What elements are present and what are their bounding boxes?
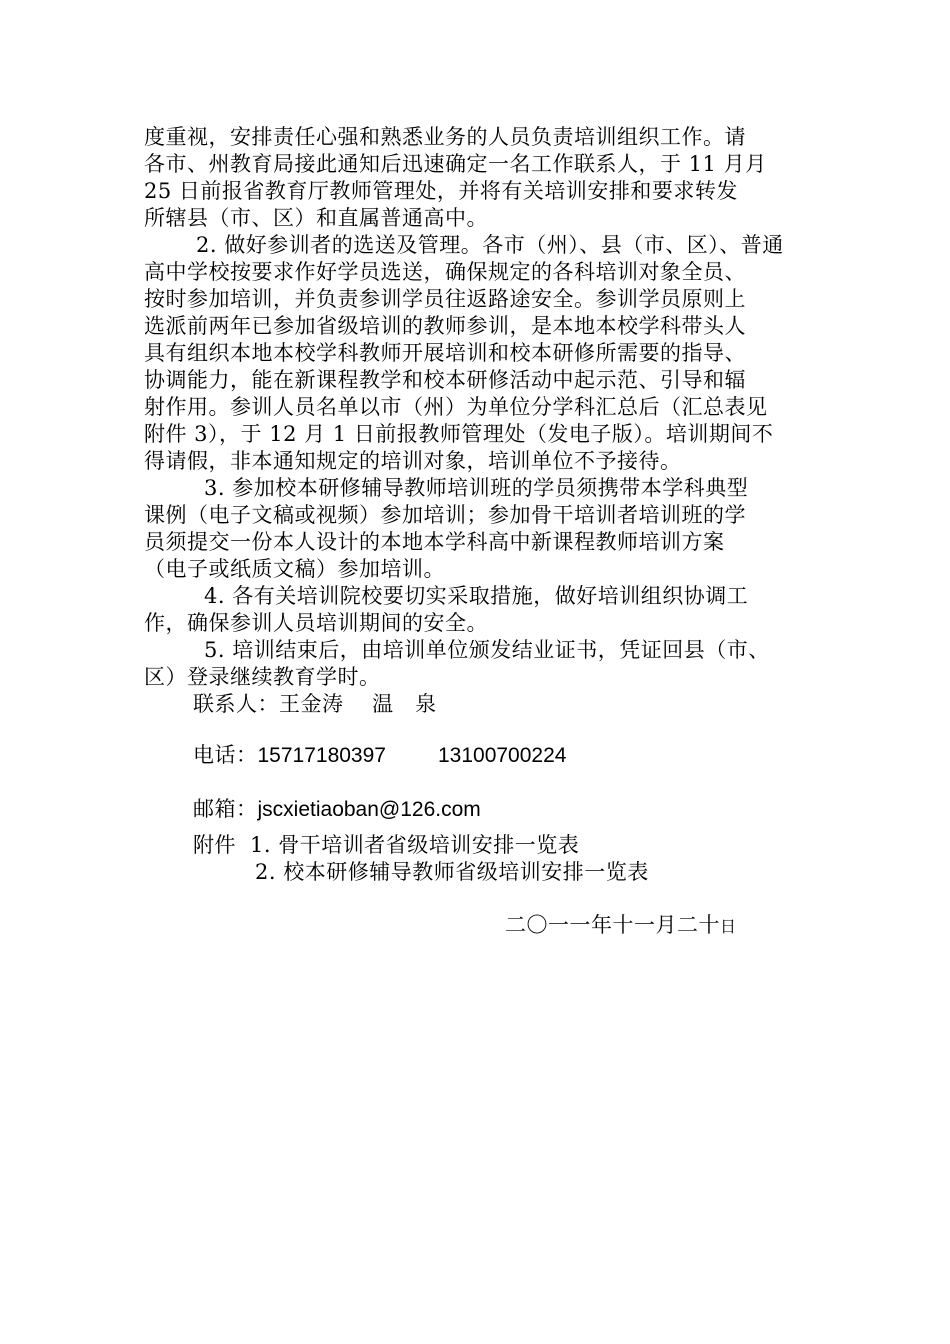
- paragraph-3-line-1: 3. 参加校本研修辅导教师培训班的学员须携带本学科典型: [204, 476, 749, 500]
- paragraph-3-line-3: 员须提交一份本人设计的本地本学科高中新课程教师培训方案: [144, 530, 725, 554]
- paragraph-2-line-7: 射作用。参训人员名单以市（州）为单位分学科汇总后（汇总表见: [144, 395, 768, 419]
- paragraph-2-line-8: 附件 3），于 12 月 1 日前报教师管理处（发电子版）。培训期间不: [144, 422, 774, 446]
- paragraph-2-line-3: 按时参加培训，并负责参训学员往返路途安全。参训学员原则上: [144, 287, 746, 311]
- paragraph-3-line-4: （电子或纸质文稿）参加培训。: [144, 557, 445, 581]
- phone-number-1: 15717180397: [257, 744, 386, 767]
- paragraph-2-line-5: 具有组织本地本校学科教师开展培训和校本研修所需要的指导、: [144, 341, 746, 365]
- paragraph-2-line-6: 协调能力，能在新课程教学和校本研修活动中起示范、引导和辐: [144, 368, 746, 392]
- paragraph-4-line-2: 作，确保参训人员培训期间的安全。: [144, 611, 488, 635]
- paragraph-2-line-4: 选派前两年已参加省级培训的教师参训，是本地本校学科带头人: [144, 314, 746, 338]
- contact-line: [193, 691, 437, 718]
- paragraph-1-line-3: 25 日前报省教育厅教师管理处，并将有关培训安排和要求转发: [144, 179, 738, 203]
- paragraph-2-line-2: 高中学校按要求作好学员选送，确保规定的各科培训对象全员、: [144, 260, 746, 284]
- phone-label: 电话：: [193, 743, 258, 767]
- date-main: 二〇一一年十一月二十: [505, 913, 720, 937]
- email-address: jscxietiaoban@126.com: [257, 798, 481, 821]
- attachment-item-2: 2. 校本研修辅导教师省级培训安排一览表: [255, 860, 649, 884]
- date-day-char: 日: [720, 917, 737, 936]
- contact-label: 联系人：: [193, 692, 279, 716]
- contact-names: 王金涛 温 泉: [279, 692, 437, 716]
- document-date: [505, 912, 737, 939]
- attachments-label: 附件: [193, 833, 236, 857]
- paragraph-5-line-2: 区）登录继续教育学时。: [144, 665, 381, 689]
- phone-line: [193, 742, 566, 769]
- paragraph-5-line-1: 5. 培训结束后，由培训单位颁发结业证书，凭证回县（市、: [204, 638, 770, 662]
- attachment-item-1: 1. 骨干培训者省级培训安排一览表: [250, 833, 580, 857]
- attachments-line-1: [193, 832, 579, 859]
- email-label: 邮箱：: [193, 797, 258, 821]
- paragraph-3-line-2: 课例（电子文稿或视频）参加培训；参加骨干培训者培训班的学: [144, 503, 746, 527]
- paragraph-4-line-1: 4. 各有关培训院校要切实采取措施，做好培训组织协调工: [204, 584, 749, 608]
- paragraph-2-line-9: 得请假，非本通知规定的培训对象，培训单位不予接待。: [144, 449, 682, 473]
- paragraph-1-line-1: 度重视，安排责任心强和熟悉业务的人员负责培训组织工作。请: [144, 125, 746, 149]
- email-line: [193, 796, 481, 823]
- paragraph-2-line-1: 2. 做好参训者的选送及管理。各市（州）、县（市、区）、普通: [196, 233, 784, 257]
- paragraph-1-line-2: 各市、州教育局接此通知后迅速确定一名工作联系人，于 11 月月: [144, 152, 767, 176]
- phone-number-2: 13100700224: [437, 744, 567, 767]
- paragraph-1-line-4: 所辖县（市、区）和直属普通高中。: [144, 206, 488, 230]
